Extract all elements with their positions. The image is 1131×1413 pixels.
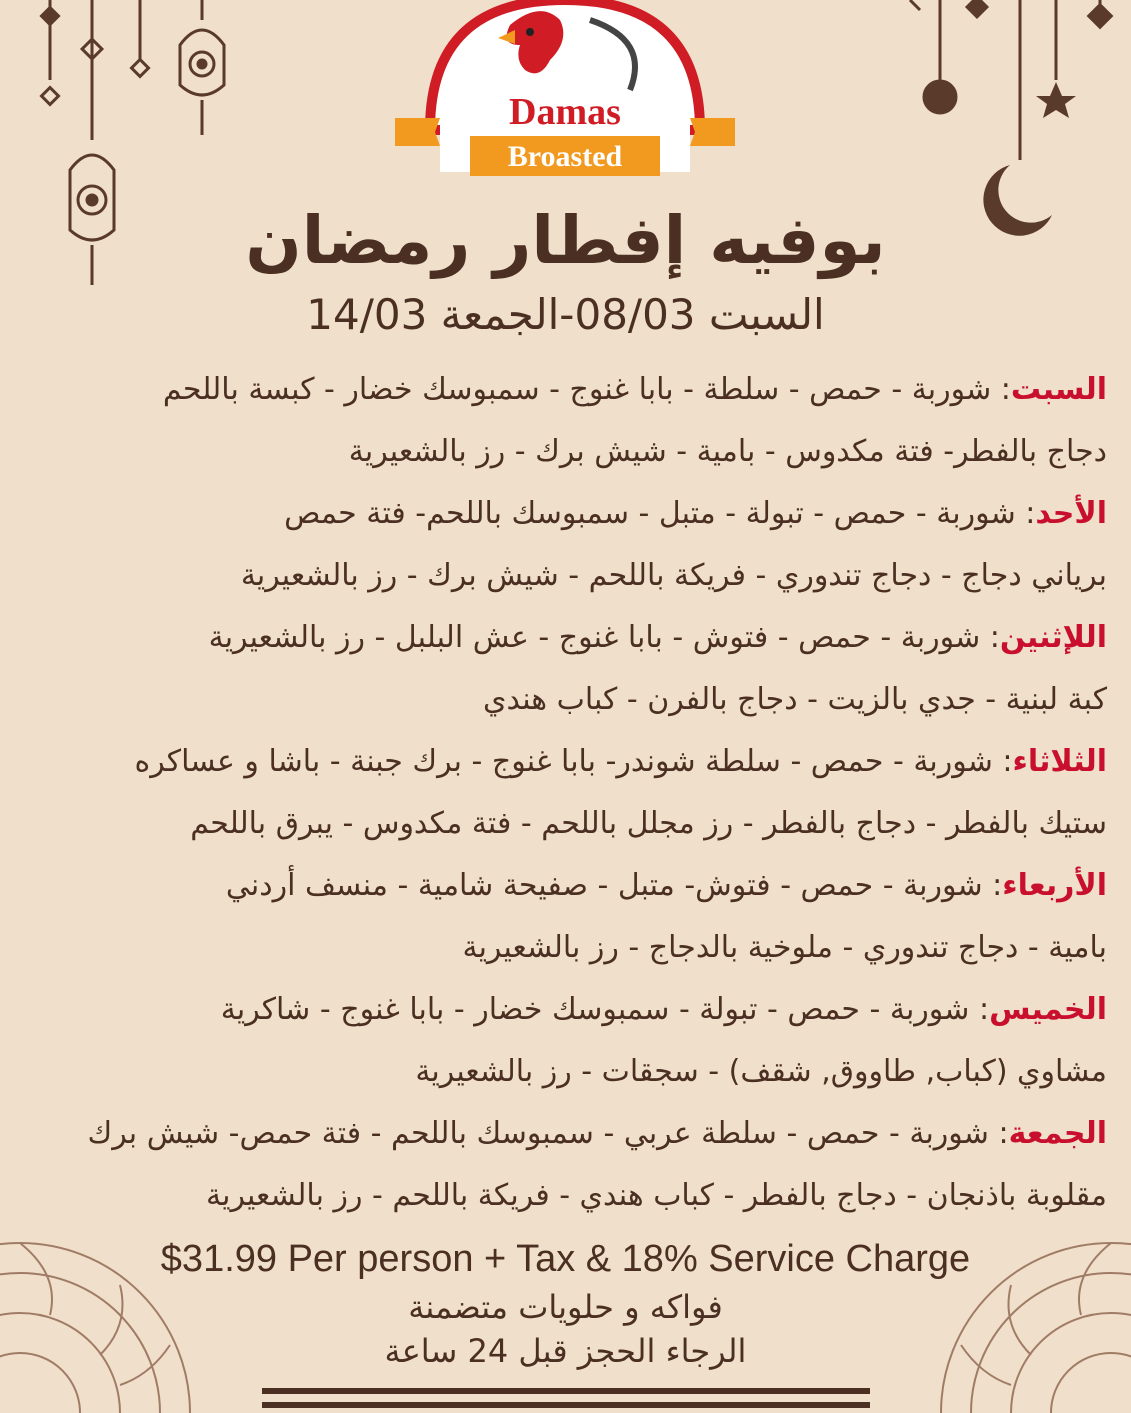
logo-brand-name: Damas xyxy=(509,91,621,133)
day-friday xyxy=(0,1106,1131,1230)
menu-line: : شوربة - حمص - سلطة شوندر- بابا غنوج - برك جبنة - باشا و عساكره xyxy=(134,744,1013,779)
menu-line: مقلوبة باذنجان - دجاج بالفطر - كباب هندي - فريكة باللحم - رز بالشعيرية xyxy=(206,1178,1107,1213)
day-monday xyxy=(0,610,1131,734)
logo-subtitle: Broasted xyxy=(507,140,623,173)
price-info: $31.99 Per person + Tax & 18% Service Charge xyxy=(160,1238,971,1280)
menu-line: : شوربة - حمص - فتوش- متبل - صفيحة شامية - منسف أردني xyxy=(225,868,1003,903)
bottom-divider xyxy=(262,1388,870,1394)
bottom-divider xyxy=(262,1402,870,1408)
day-tuesday xyxy=(0,734,1131,858)
day-name: الثلاثاء xyxy=(1012,744,1107,779)
day-name: الجمعة xyxy=(1008,1116,1107,1151)
menu-line: : شوربة - حمص - سلطة - بابا غنوج - سمبوسك خضار - كبسة باللحم xyxy=(162,372,1011,407)
menu-line: كبة لبنية - جدي بالزيت - دجاج بالفرن - كباب هندي xyxy=(482,682,1107,717)
menu-line: : شوربة - حمص - تبولة - متبل - سمبوسك باللحم- فتة حمص xyxy=(284,496,1036,531)
date-range: السبت 08/03-الجمعة 14/03 xyxy=(306,290,825,339)
menu-line: : شوربة - حمص - تبولة - سمبوسك خضار - بابا غنوج - شاكرية xyxy=(220,992,990,1027)
day-sunday xyxy=(0,486,1131,610)
menu-line: مشاوي (كباب, طاووق, شقف) - سجقات - رز بالشعيرية xyxy=(415,1054,1107,1089)
day-name: الأحد xyxy=(1035,496,1107,531)
page-title: بوفيه إفطار رمضان xyxy=(245,202,886,279)
day-name: الأربعاء xyxy=(1002,868,1107,903)
reservation-notice: الرجاء الحجز قبل 24 ساعة xyxy=(384,1332,747,1370)
damas-broasted-logo xyxy=(390,0,740,185)
menu-line: ستيك بالفطر - دجاج بالفطر - رز مجلل باللحم - فتة مكدوس - يبرق باللحم xyxy=(190,806,1107,841)
weekly-menu xyxy=(0,362,1131,1230)
day-name: السبت xyxy=(1010,372,1107,407)
included-items: فواكه و حلويات متضمنة xyxy=(408,1288,723,1326)
day-wednesday xyxy=(0,858,1131,982)
day-name: الخميس xyxy=(989,992,1107,1027)
day-saturday xyxy=(0,362,1131,486)
menu-line: برياني دجاج - دجاج تندوري - فريكة باللحم - شيش برك - رز بالشعيرية xyxy=(240,558,1107,593)
menu-line: : شوربة - حمص - سلطة عربي - سمبوسك باللحم - فتة حمص- شيش برك xyxy=(87,1116,1009,1151)
menu-line: : شوربة - حمص - فتوش - بابا غنوج - عش البلبل - رز بالشعيرية xyxy=(208,620,1000,655)
day-name: اللإثنين xyxy=(999,620,1107,655)
menu-line: دجاج بالفطر- فتة مكدوس - بامية - شيش برك - رز بالشعيرية xyxy=(348,434,1107,469)
menu-line: بامية - دجاج تندوري - ملوخية بالدجاج - رز بالشعيرية xyxy=(462,930,1107,965)
day-thursday xyxy=(0,982,1131,1106)
